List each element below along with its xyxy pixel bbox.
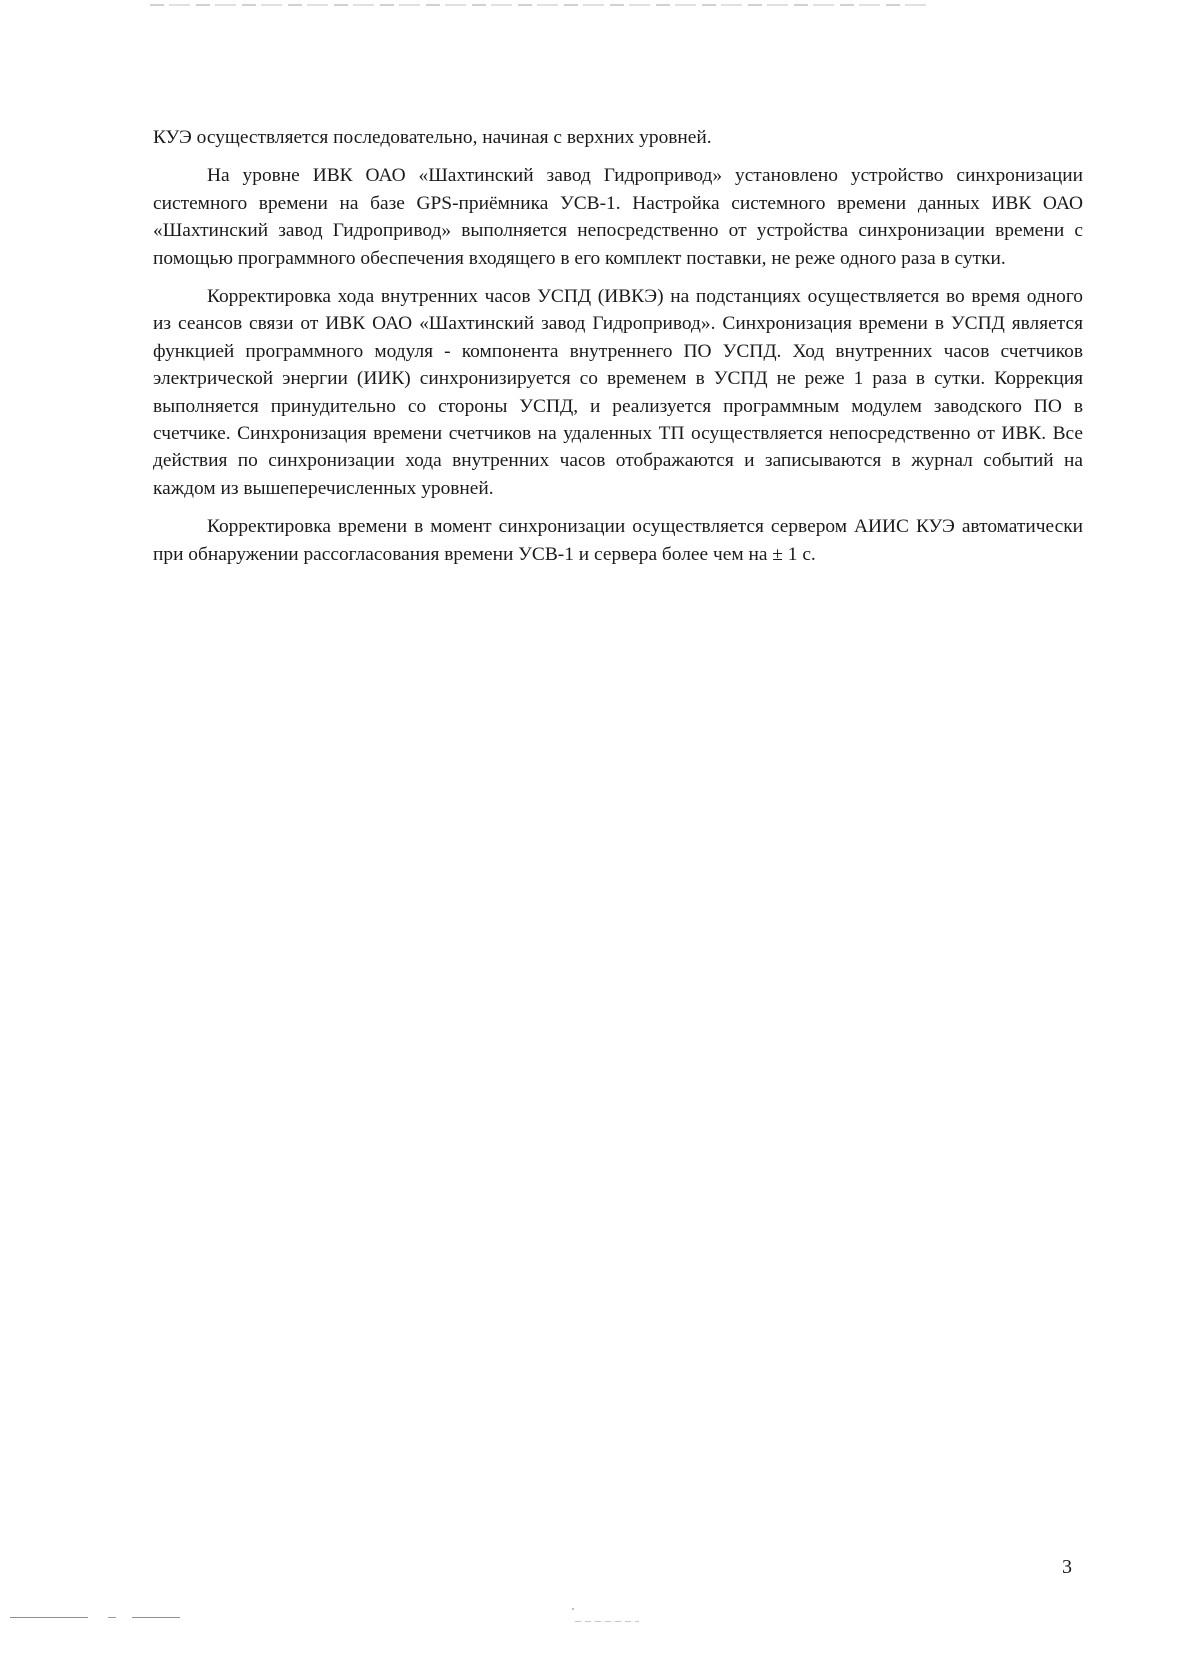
paragraph-uspd-clock-correction: Корректировка хода внутренних часов УСПД (ИВКЭ) на подстанциях осуществляется во время одного из сеансов связи от ИВК ОАО «Шахтинский завод Гидропривод». Синхронизация времени в УСПД является функцией программного модуля - компонента внутреннего ПО УСПД. Ход внутренних часов счетчиков электрической энергии (ИИК) синхронизируется со временем в УСПД не реже 1 раза в сутки. Коррекция выполняется принудительно со стороны УСПД, и реализуется программным модулем заводского ПО в счетчике. Синхронизация времени счетчиков на удаленных ТП осуществляется непосредственно от ИВК. Все действия по синхронизации хода внутренних часов отображаются и записываются в журнал событий на каждом из вышеперечисленных уровней.: [153, 286, 1083, 499]
scan-artifact-dot: [572, 1608, 574, 1610]
paragraph-server-time-correction: Корректировка времени в момент синхронизации осуществляется сервером АИИС КУЭ автоматически при обнаружении рассогласования времени УСВ-1 и сервера более чем на ± 1 с.: [153, 516, 1083, 565]
paragraph-ivk-sync: На уровне ИВК ОАО «Шахтинский завод Гидропривод» установлено устройство синхронизации системного времени на базе GPS-приёмника УСВ-1. Настройка системного времени данных ИВК ОАО «Шахтинский завод Гидропривод» выполняется непосредственно от устройства синхронизации времени с помощью программного обеспечения входящего в его комплект поставки, не реже одного раза в сутки.: [153, 165, 1083, 269]
scan-artifact-bottom: [108, 1617, 116, 1618]
scan-artifact-bottom: [10, 1617, 88, 1618]
page-number: 3: [1062, 1556, 1072, 1578]
scan-artifact-top: [150, 4, 930, 6]
scan-artifact-bottom: [132, 1617, 180, 1618]
paragraph-continuation: КУЭ осуществляется последовательно, начиная с верхних уровней.: [153, 127, 712, 148]
document-body: [153, 124, 1083, 579]
scan-artifact-bottom: [575, 1621, 639, 1622]
